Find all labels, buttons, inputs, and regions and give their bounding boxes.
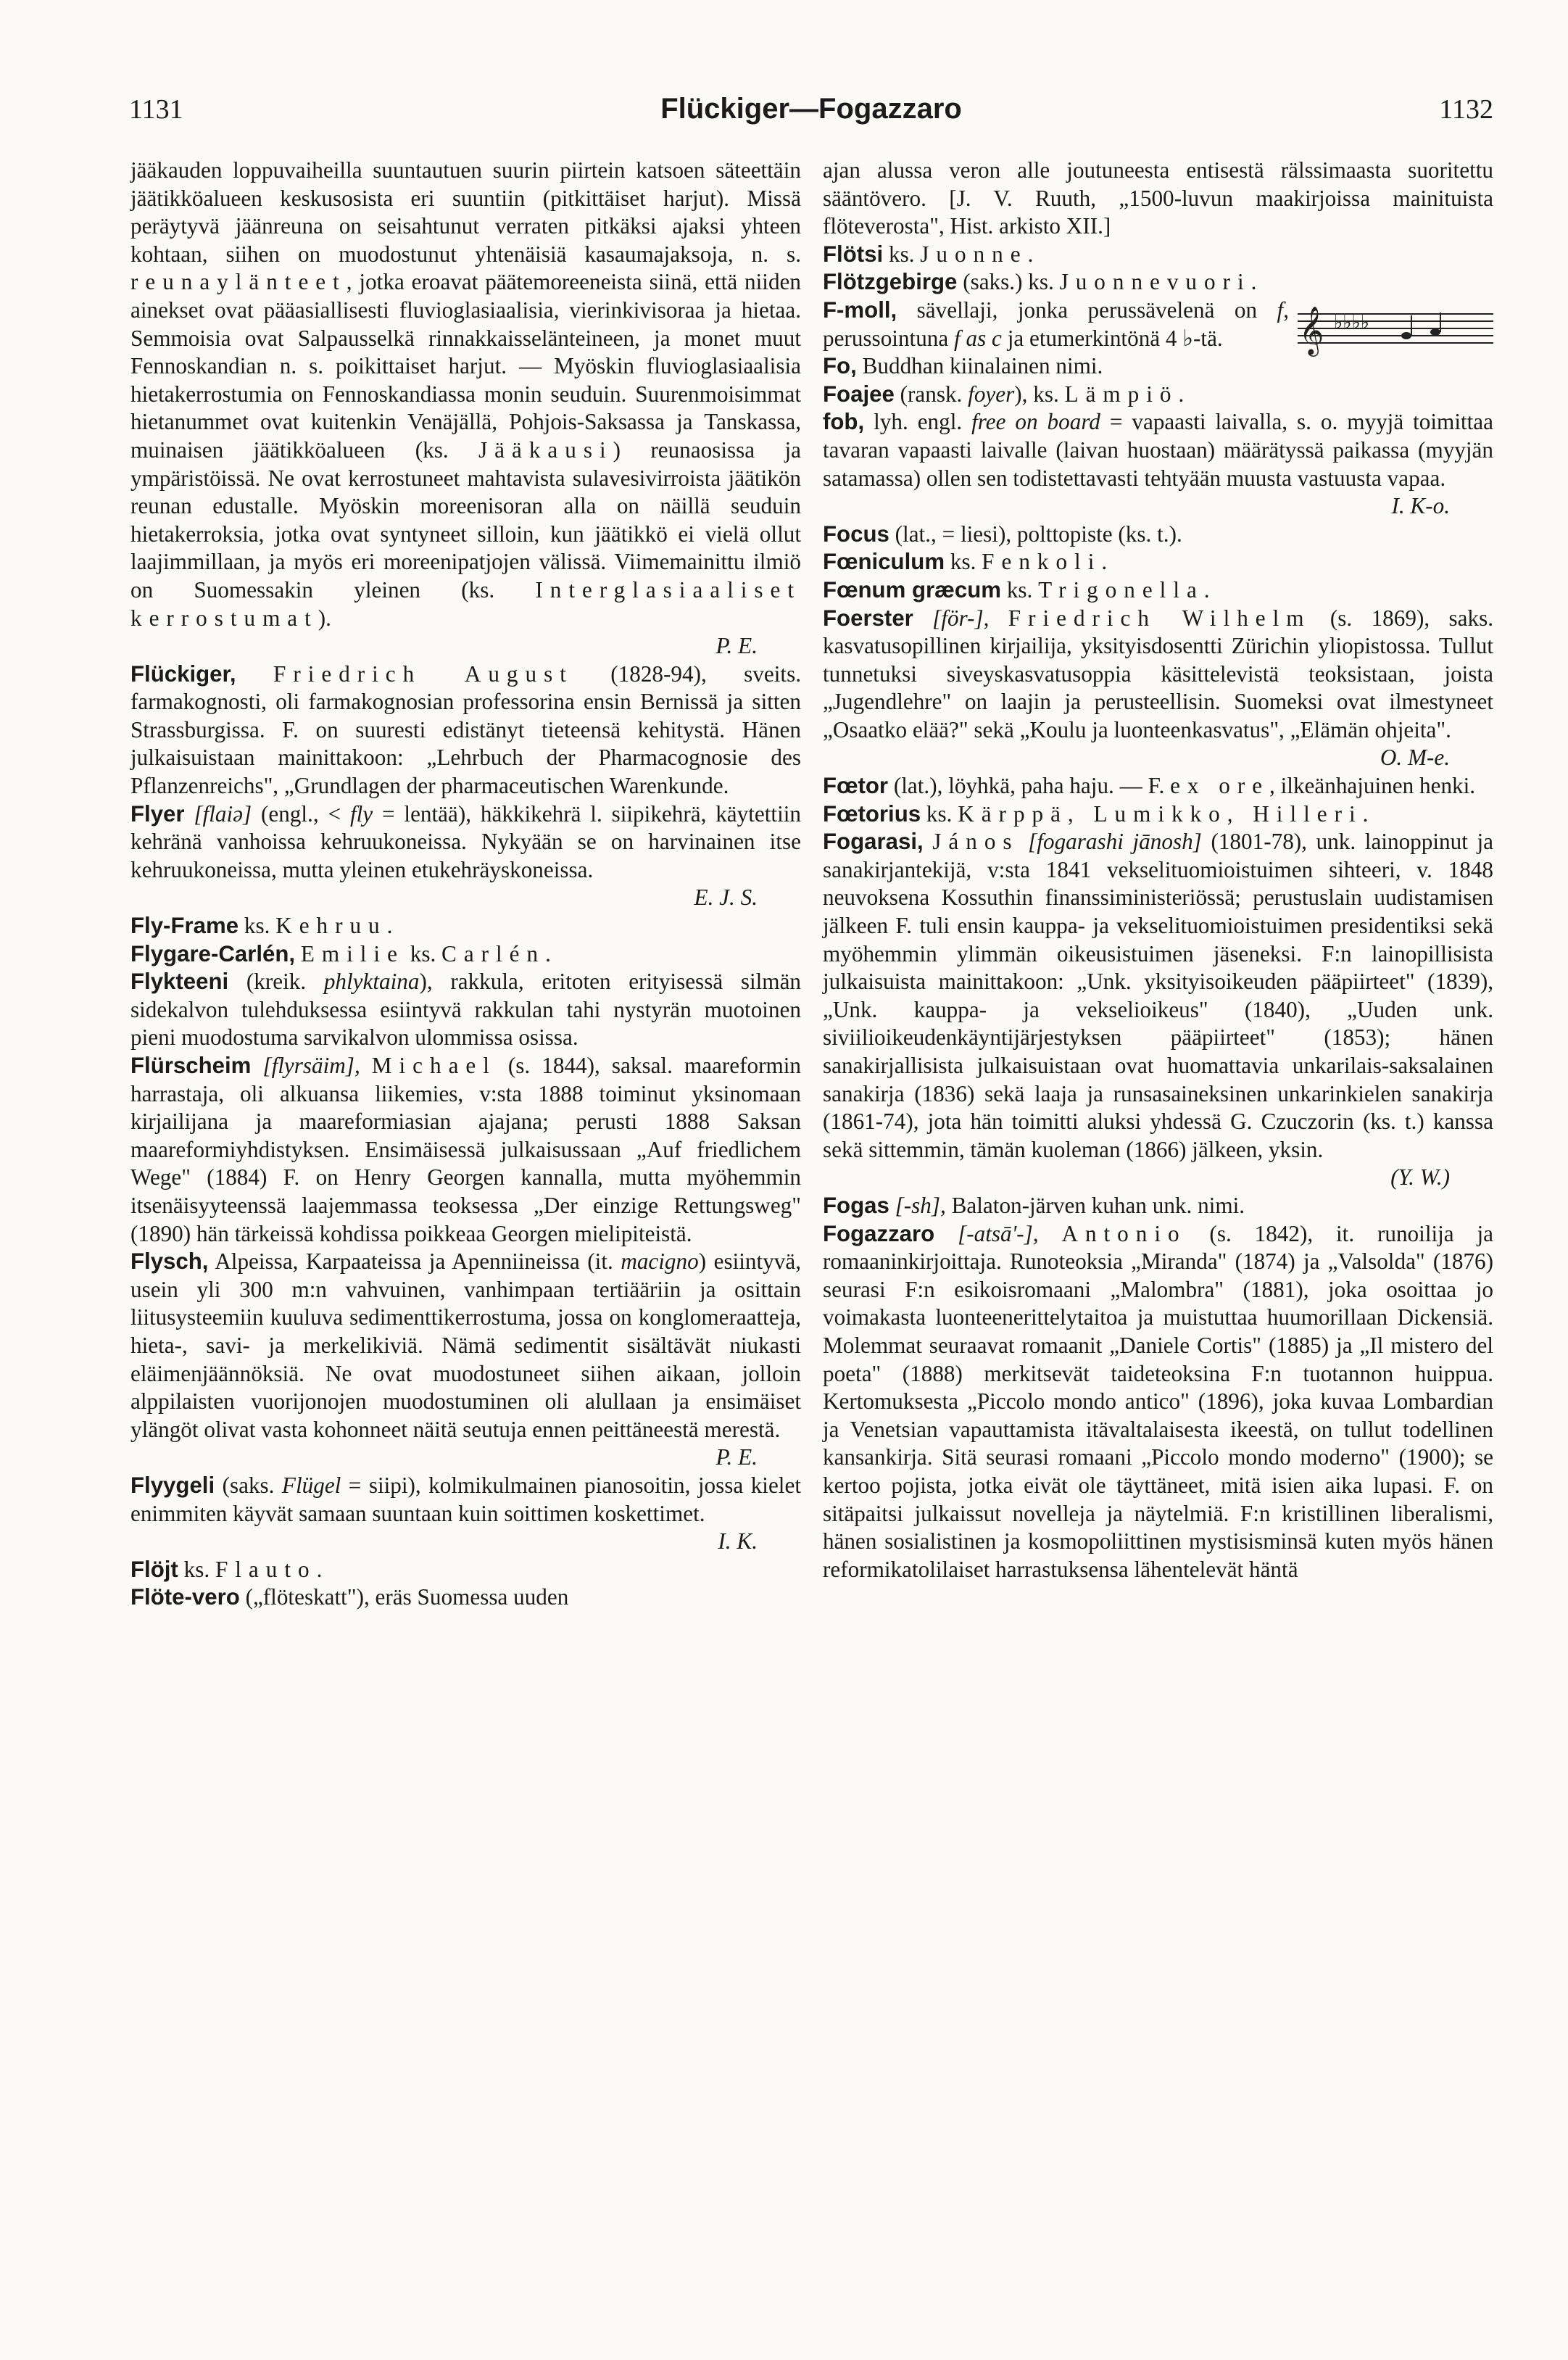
headword: F-moll,	[823, 297, 897, 323]
headword: Flöjt	[130, 1556, 178, 1582]
headword: Flyygeli	[130, 1472, 215, 1498]
headword: Fogarasi,	[823, 829, 924, 855]
entry-continuation: jääkauden loppuvaiheilla suuntautuen suurin piirtein katsoen säteettäin jäätikköalueen keskusosista eri suuntiin (pitkittäiset harjut). Missä peräytyvä jäänreuna on seisahtunut verraten pitkäksi ajaksi yhteen kohtaan, siihen on muodostunut yhtenäisiä kasaumajaksoja, n. s. reunaylänteet, jotka eroavat päätemoreeneista siinä, että niiden ainekset ovat pääasiallisesti fluvioglasiaalisia, vierinkivisoraa ja hietaa. Semmoisia ovat Salpausselkä rinnakkaisselänteineen, ja monet muut Fennoskandian n. s. poikittaiset harjut. — Myöskin fluvioglasiaalisia hietakerrostumia on Fennoskandiassa monin seuduin. Suurenmoisimmat hietanummet ovat kuitenkin Venäjällä, Pohjois-Saksassa ja Tanskassa, muinaisen jäätikköalueen (ks. Jääkausi) reunaosissa ja ympäristöissä. Ne ovat kerrostuneet mahtavista sulavesivirroista jäätikön reunan edustalle. Myöskin moreenisoran alla on näillä seuduin hietakerroksia, jotka ovat syntyneet silloin, kun jäätikkö ei vielä ollut laajimmillaan, ja myös eri moreenipatjojen välissä. Viimemainittu ilmiö on Suomessakin yleinen (ks. Interglasiaaliset kerrostumat). P. E.	[130, 157, 801, 661]
entry-flyer: Flyer [flaiə] (engl., < fly = lentää), häkkikehrä l. siipikehrä, käytettiin kehränä vanhoissa kehruukoneissa. Nykyään se on harvinainen itse kehruukoneissa, mutta yleinen etukehräyskoneissa. E. J. S.	[130, 800, 801, 912]
entry-fogazzaro: Fogazzaro [-atsā'-], Antonio (s. 1842), it. runoilija ja romaaninkirjoittaja. Runoteoksia „Miranda" (1874) ja „Valsolda" (1876) seurasi F:n esikoisromaani „Malombra" (1881), joka osoittaa jo voimakasta luonteenerittelytaitoa ja muistuttaa huumorillaan Dickensiä. Molemmat seuraavat romaanit „Daniele Cortis" (1885) ja „Il mistero del poeta" (1888) merkitsevät taideteoksina F:n tuotannon huippua. Kertomuksesta „Piccolo mondo antico" (1896), joka kuvaa Lombardian ja Venetsian vapauttamista itävaltalaisesta ikeestä, on tullut todellinen kansankirja. Sitä seurasi romaani „Piccolo mondo moderno" (1900); se kertoo pojista, jotka eivät ole täyttäneet, mitä isien aika lupasi. F. on sitäpaitsi julkaissut novelleja ja näytelmiä. F:n kristillinen liberalismi, hänen sosialistinen ja kosmopoliittinen mystisisminsä kuten myös hänen reformikatolilaiset harrastuksensa lähentelevät häntä	[823, 1220, 1494, 1582]
headword: Flötzgebirge	[823, 269, 958, 295]
entry-flygare-carlen: Flygare-Carlén, Emilie ks. Carlén.	[130, 940, 551, 966]
entry-fob: fob, lyh. engl. free on board = vapaasti laivalla, s. o. myyjä toimittaa tavaran vapaasti laivalle (laivan huostaan) määrätyssä paikassa (myyjän satamassa) ollen sen todistettavasti tehtyään muusta vastuusta vapaa. I. K-o.	[823, 408, 1493, 520]
entry-foenum-graecum: Fœnum græcum ks. Trigonella.	[823, 576, 1210, 603]
left-column	[130, 157, 801, 1612]
entry-flote-vero: Flöte-vero („flöteskatt"), eräs Suomessa uuden	[130, 1584, 569, 1610]
entry-fluckiger: Flückiger, Friedrich August (1828-94), sveits. farmakognosti, oli farmakognosian professorina ensin Bernissä ja sitten Strassburgissa. F. on suuresti edistänyt tieteensä kehitystä. Hänen julkaisuistaan mainittakoon: „Lehrbuch der Pharmacognosie des Pflanzenreichs", „Grundlagen der pharmaceutischen Warenkunde.	[130, 661, 802, 799]
entry-foajee: Foajee (ransk. foyer), ks. Lämpiö.	[823, 381, 1185, 407]
svg-text:♭♭♭♭: ♭♭♭♭	[1334, 311, 1370, 334]
author-signature: O. M-e.	[1380, 745, 1450, 771]
headword: Fœtor	[823, 773, 889, 799]
headword: Focus	[823, 521, 889, 547]
entry-flotzgebirge: Flötzgebirge (saks.) ks. Juonnevuori.	[823, 269, 1257, 295]
svg-text:𝄞: 𝄞	[1299, 305, 1324, 355]
right-column	[823, 157, 1493, 1583]
headword: Flötsi	[823, 241, 884, 267]
entry-flurscheim: Flürscheim [flyrsäim], Michael (s. 1844), saksal. maareformin harrastaja, oli alkuansa liikemies, v:sta 1888 toiminut yksinomaan kirjailijana ja maareformiasian ajajana; perusti 1888 Saksan maareformiyhdistyksen. Ensimäisessä julkaisussaan „Auf friedlichem Wege" (1884) F. on Henry Georgen kannalla, mutta myöhemmin itsenäisyyteenssä laajemmassa teoksessa „Der einzige Rettungsweg" (1890) hän tärkeissä kohdissa poikkeaa Georgen mielipiteistä.	[130, 1053, 801, 1246]
author-signature: I. K-o.	[1391, 493, 1450, 519]
headword: Flysch,	[130, 1249, 209, 1275]
headword: Fœnum græcum	[823, 576, 1002, 603]
headword: Fly-Frame	[130, 913, 239, 939]
entry-foetor: Fœtor (lat.), löyhkä, paha haju. — F. ex ore, ilkeänhajuinen henki.	[823, 773, 1476, 799]
headword: Flygare-Carlén,	[130, 940, 296, 966]
author-signature: I. K.	[718, 1528, 758, 1554]
headword: Fœtorius	[823, 800, 921, 827]
headword: Flöte-vero	[130, 1584, 240, 1610]
author-signature: (Y. W.)	[1390, 1164, 1450, 1191]
page-header	[129, 93, 1493, 136]
author-signature: P. E.	[715, 633, 758, 659]
entry-flykteeni: Flykteeni (kreik. phlyktaina), rakkula, eritoten erityisessä silmän sidekalvon tulehduksessa esiintyvä rakkulan tahi nystyrän muotoinen pieni muodostuma sarvikalvon ulommissa osissa.	[130, 969, 802, 1051]
headword: Flückiger,	[130, 661, 236, 687]
entry-continuation: ajan alussa veron alle joutuneesta entisestä rälssimaasta suoritettu sääntövero. [J. V. Ruuth, „1500-luvun maakirjoissa mainituista flöteverosta", Hist. arkisto XII.]	[823, 157, 1493, 239]
headword: Foerster	[823, 605, 913, 631]
entry-foerster: Foerster [för-], Friedrich Wilhelm (s. 1869), saks. kasvatusopillinen kirjailija, yksityisdosentti Zürichin yliopistossa. Tullut tunnetuksi siveyskasvatusoppia käsittelevistä teoksistaan, joista „Jugendlehre" on laajin ja perusteellisin. Suomeksi ovat ilmestyneet „Osaatko elää?" sekä „Koulu ja luonteenkasvatus", „Elämän ohjeita". O. M-e.	[823, 605, 1493, 773]
entry-fly-frame: Fly-Frame ks. Kehruu.	[130, 913, 393, 939]
page-number-right: 1132	[1439, 94, 1493, 125]
entry-foeniculum: Fœniculum ks. Fenkoli.	[823, 549, 1108, 575]
headword: Fogazzaro	[823, 1220, 935, 1246]
headword: Flyer	[130, 800, 185, 827]
author-signature: P. E.	[715, 1444, 758, 1470]
headword: Flürscheim	[130, 1053, 252, 1078]
entry-flysch: Flysch, Alpeissa, Karpaateissa ja Apenniineissa (it. macigno) esiintyvä, usein yli 300 m:n vahvuinen, vanhimpaan tertiääriin ja osittain liitusysteemiin kuuluva sedimenttikerrostuma, jossa on konglomeraatteja, hieta-, savi- ja merkelikiviä. Nämä sedimentit sisältävät niukasti eläimenjäännöksiä. Ne ovat muodostuneet siihen aikaan, jolloin alppilaisten vuorijonojen muodostuminen oli alullaan ja ensimäiset ylängöt olivat vasta kohonneet näitä seutuja ennen peittäneestä merestä. P. E.	[130, 1248, 801, 1472]
entry-fogas: Fogas [-sh], Balaton-järven kuhan unk. nimi.	[823, 1192, 1245, 1218]
entry-flojt: Flöjt ks. Flauto.	[130, 1556, 323, 1582]
page-title: Flückiger—Fogazzaro	[660, 93, 962, 125]
headword: Flykteeni	[130, 969, 229, 995]
entry-f-moll: 𝄞 ♭♭♭♭ F-moll, sävellaji, jonka perussävelenä on f, perussointuna f as c ja etumerkintönä 4 ♭-tä.	[823, 297, 1493, 352]
entry-flyygeli: Flyygeli (saks. Flügel = siipi), kolmikulmainen pianosoitin, jossa kielet enimmiten käyvät samaan suuntaan kuin soittimen koskettimet. I. K.	[130, 1472, 801, 1556]
entry-fo: Fo, Buddhan kiinalainen nimi.	[823, 353, 1103, 379]
headword: Fogas	[823, 1192, 889, 1218]
headword: Foajee	[823, 381, 895, 407]
headword: fob,	[823, 409, 865, 435]
author-signature: E. J. S.	[694, 885, 758, 911]
music-staff-icon	[1298, 299, 1493, 357]
page-number-left: 1131	[129, 94, 183, 125]
entry-foetorius: Fœtorius ks. Kärppä, Lumikko, Hilleri.	[823, 800, 1369, 827]
entry-flotsi: Flötsi ks. Juonne.	[823, 241, 1034, 267]
headword: Fo,	[823, 353, 857, 379]
headword: Fœniculum	[823, 549, 945, 575]
entry-fogarasi: Fogarasi, János [fogarashi jānosh] (1801-78), unk. lainoppinut ja sanakirjantekijä, v:sta 1841 vekselituomioistuimen sihteeri, v. 1848 neuvoksena Kossuthin finanssiministeriössä; perustuslain uudistamisen jälkeen F. tuli ensin kauppa- ja vekselituomioistuimen presidentiksi sekä myöhemmin ylimmän oikeusistuimen jäseneksi. F:n lainopillisista julkaisuista mainittakoon: „Unk. yksityisoikeuden pääpiirteet" (1839), „Unk. kauppa- ja vekselioikeus" (1840), „Uuden unk. siviilioikeudenkäyntijärjestyksen pääpiirteet" (1853); hänen sanakirjallisista julkaisuistaan ovat huomattavia unkarilais-saksalainen sanakirja (1836) sekä laaja ja runsasaineksinen unkarinkielen sanakirja (1861-74), jota hän toimitti aluksi yhdessä G. Czuczorin (ks. t.) kanssa sekä sittemmin, tämän kuoleman (1866) jälkeen, yksin. (Y. W.)	[823, 828, 1493, 1192]
entry-focus: Focus (lat., = liesi), polttopiste (ks. t.).	[823, 521, 1182, 547]
